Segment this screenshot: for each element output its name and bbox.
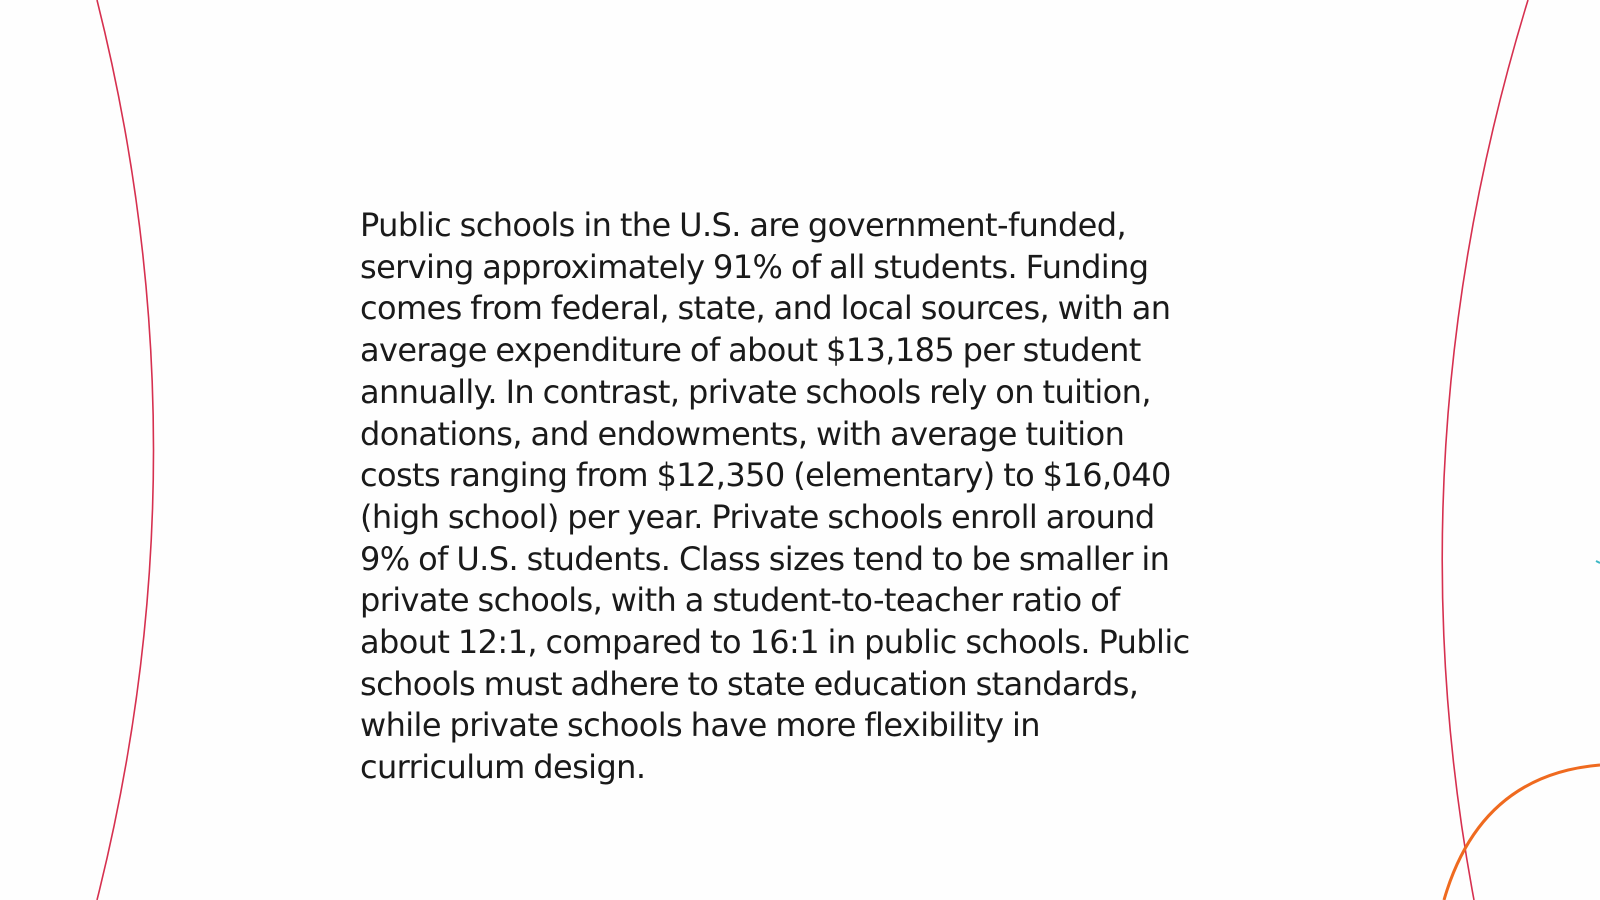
body-line: annually. In contrast, private schools rely on tuition, bbox=[360, 372, 1151, 411]
body-line: 9% of U.S. students. Class sizes tend to be smaller in bbox=[360, 539, 1170, 578]
body-paragraph bbox=[360, 205, 1260, 789]
body-line: serving approximately 91% of all students. Funding bbox=[360, 247, 1149, 286]
body-line: private schools, with a student-to-teacher ratio of bbox=[360, 581, 1120, 620]
orange-arc bbox=[1444, 765, 1600, 900]
left-arc bbox=[97, 0, 154, 900]
body-line: costs ranging from $12,350 (elementary) to $16,040 bbox=[360, 456, 1171, 495]
body-line: Public schools in the U.S. are government-funded, bbox=[360, 206, 1127, 244]
body-line: while private schools have more flexibility in bbox=[360, 706, 1040, 745]
teal-mark bbox=[1596, 561, 1600, 563]
body-line: schools must adhere to state education standards, bbox=[360, 664, 1139, 703]
right-arc bbox=[1442, 0, 1528, 900]
body-line: (high school) per year. Private schools enroll around bbox=[360, 497, 1155, 536]
body-line: donations, and endowments, with average tuition bbox=[360, 414, 1125, 453]
body-line: about 12:1, compared to 16:1 in public schools. Public bbox=[360, 623, 1190, 662]
body-line: average expenditure of about $13,185 per student bbox=[360, 331, 1141, 370]
body-line: comes from federal, state, and local sources, with an bbox=[360, 289, 1171, 328]
body-line: curriculum design. bbox=[360, 748, 646, 787]
